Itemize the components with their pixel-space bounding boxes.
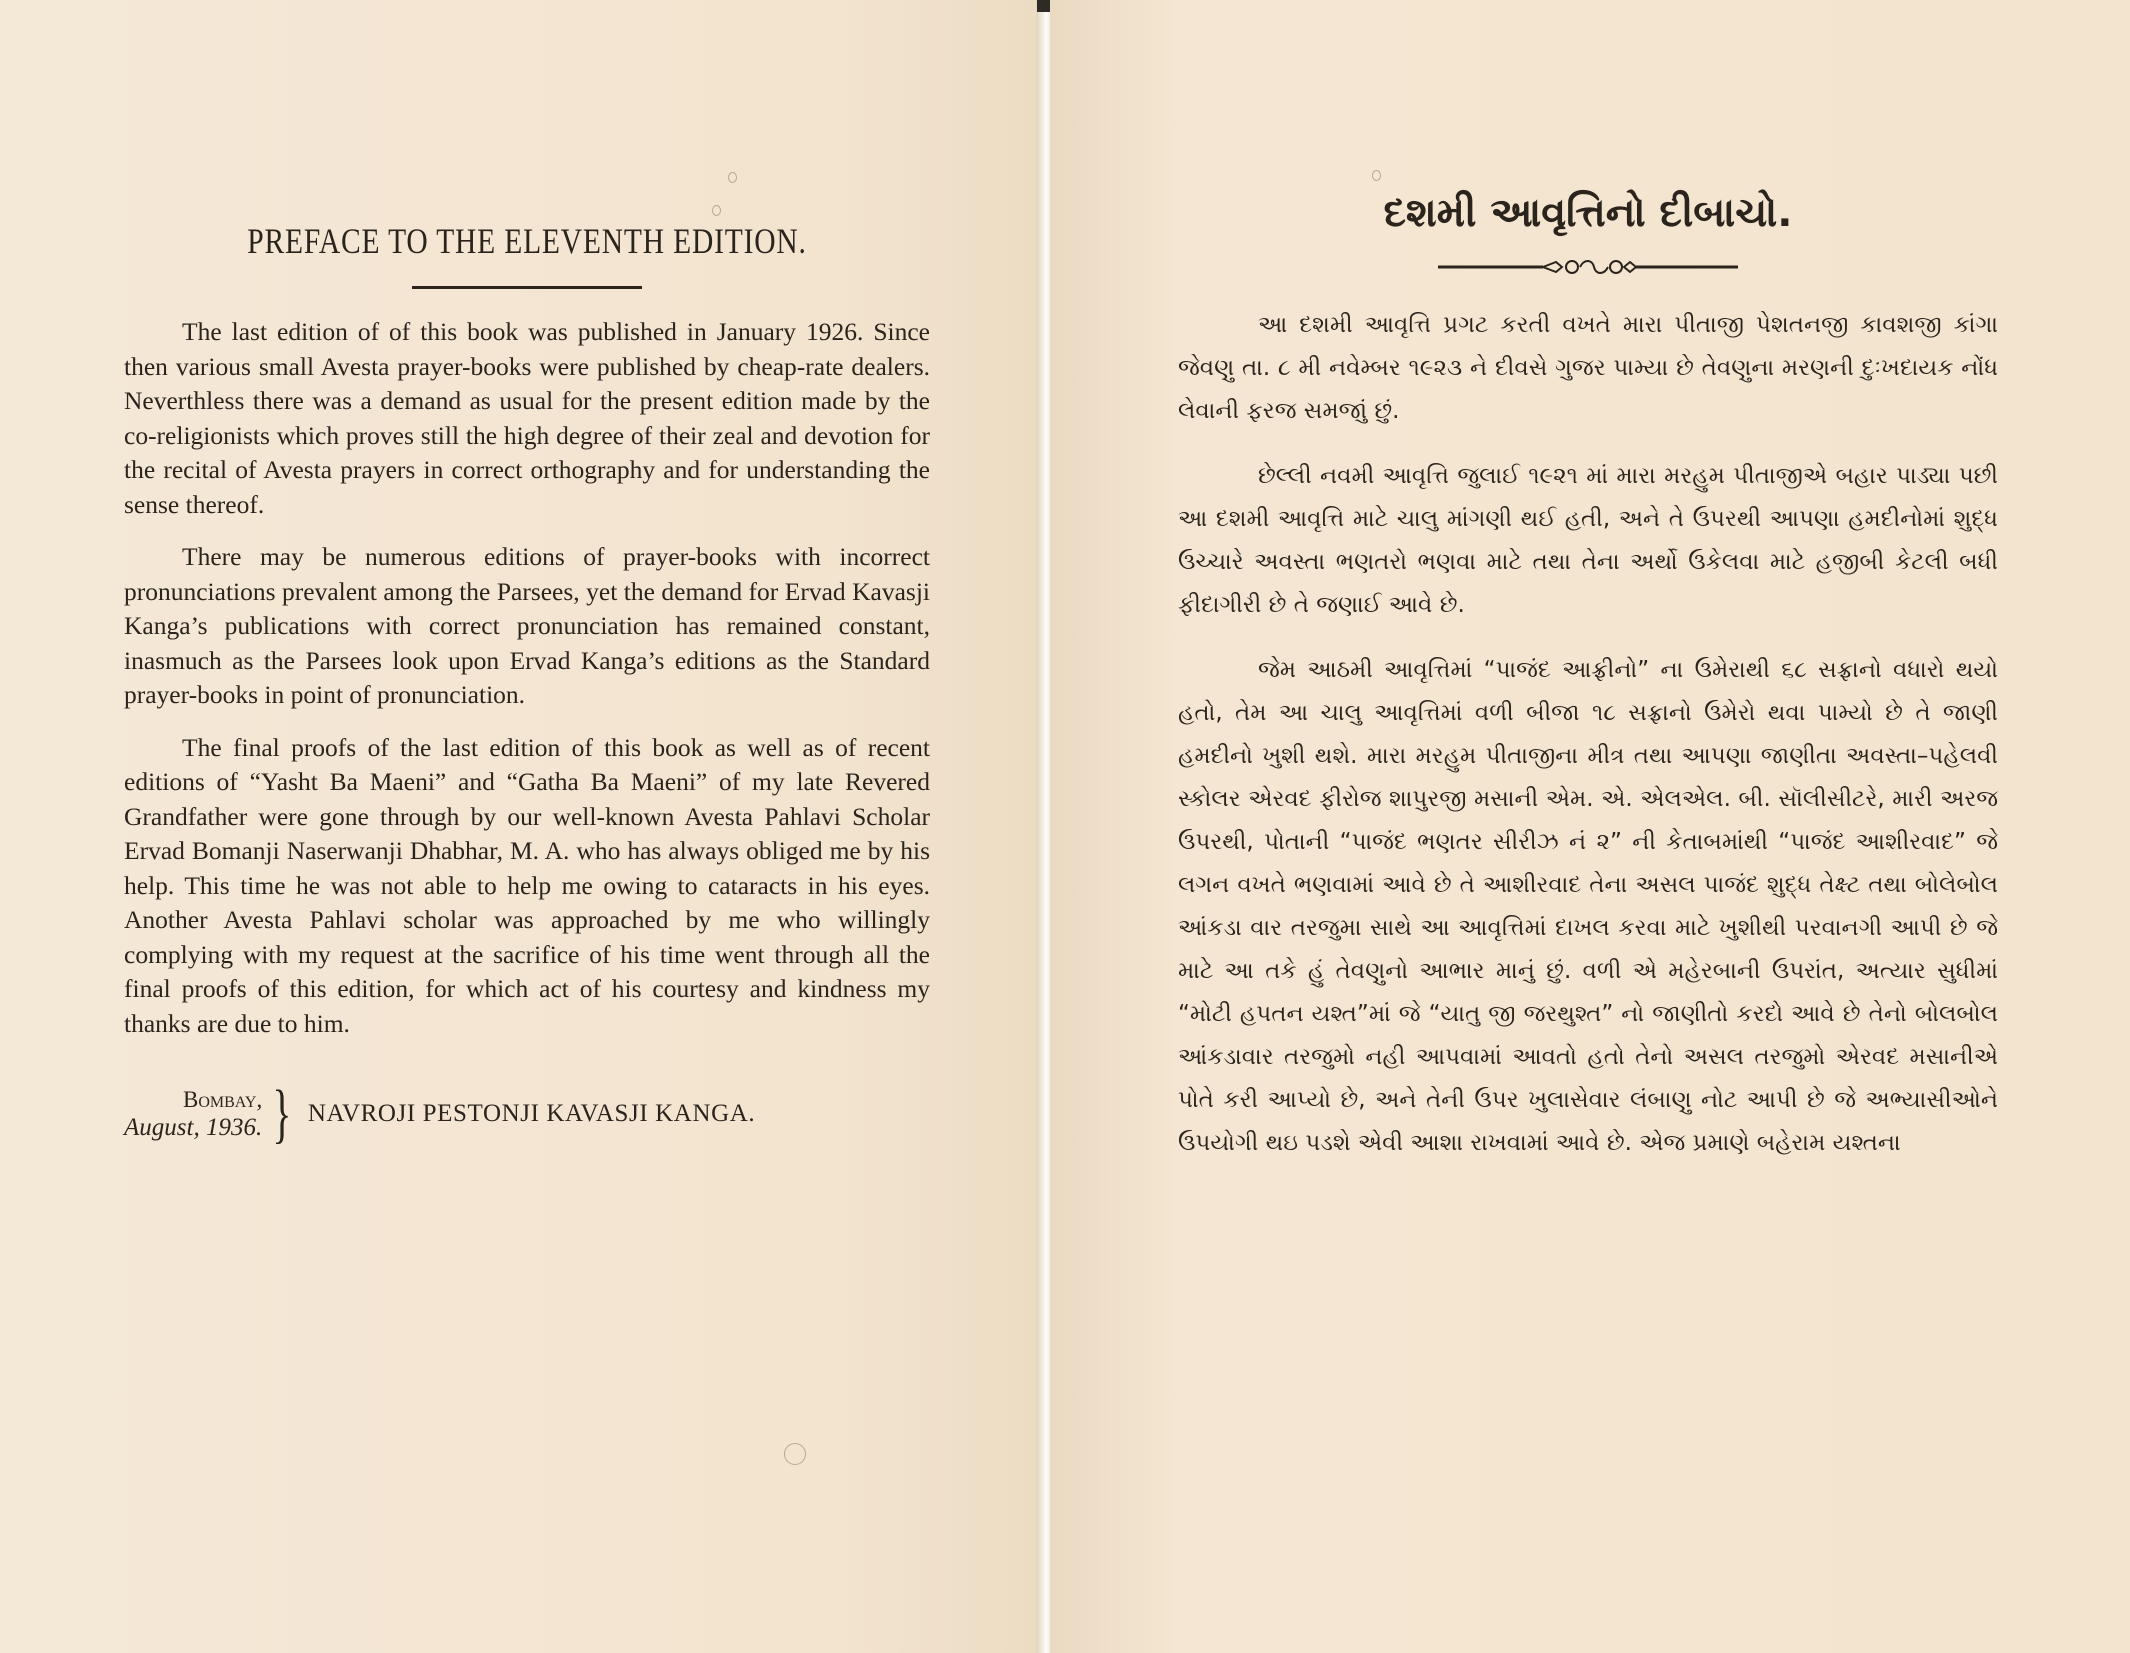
signature-date: August, 1936. [124,1114,263,1141]
signature-name: NAVROJI PESTONJI KAVASJI KANGA. [307,1100,756,1127]
page-title: PREFACE TO THE ELEVENTH EDITION. [247,221,807,261]
preface-paragraph-gujarati: જેમ આઠમી આવૃત્તિમાં “પાજંદ આફ્રીનો” ના ઉમેરાથી ૬૮ સફ્રાનો વધારો થયો હતો, તેમ આ ચાલુ આવૃત્તિમાં વળી બીજા ૧૮ સફ્રાનો ઉમેરો થવા પામ્યો છે તે જાણી હમદીનો ખુશી થશે. મારા મરહુમ પીતાજીના મીત્ર તથા આપણા જાણીતા અવસ્તા–પહેલવી સ્કોલર એરવદ ફીરોજ શાપુરજી મસાની એમ. એ. એલએલ. બી. સૉલીસીટરે, મારી અરજ ઉપરથી, પોતાની “પાજંદ ભણતર સીરીઝ નં ૨” ની કેતાબમાંથી “પાજંદ આશીરવાદ” જે લગન વખતે ભણવામાં આવે છે તે આશીરવાદ તેના અસલ પાજંદ શુદ્ધ તેક્ષ્ટ તથા બોલેબોલ આંકડા વાર તરજુમા સાથે આ આવૃત્તિમાં દાખલ કરવા માટે ખુશીથી પરવાનગી આપી છે જે માટે આ તકે હું તેવણુનો આભાર માનું છું. વળી એ મહેરબાની ઉપરાંત, અત્યાર સુધીમાં “મોટી હપતન યશ્ત”માં જે “યાતુ જી જરથુશ્ત” નો જાણીતો કરદો આવે છે તેનો બોલબોલ આંકડાવાર તરજુમો નહી આપવામાં આવતો હતો તેનો અસલ તરજુમો એરવદ મસાનીએ પોતે કરી આપ્યો છે, અને તેની ઉપર ખુલાસેવાર લંબાણુ નોટ આપી છે જે અભ્યાસીઓને ઉપયોગી થઇ પડશે એવી આશા રાખવામાં આવે છે. એજ પ્રમાણે બહેરામ યશ્તના [1178,657,1998,1156]
gujarati-preface [1178,190,1998,1187]
preface-paragraph: The final proofs of the last edition of this book as well as of recent editions of “Yasht Ba Maeni” and “Gatha Ba Maeni” of my late Revered Grandfather were gone through by our well-known Avesta Pahlavi Scholar Ervad Bomanji Naserwanji Dhabhar, M. A. who has always obliged me by his help. This time he was not able to help me owing to cataracts in his eyes. Another Avesta Pahlavi scholar was approached by me who willingly complying with my request at the sacrifice of his time went through all the final proofs of this edition, for which act of his courtesy and kindness my thanks are due to him. [124,732,930,1038]
ornament-divider-icon [1178,256,1998,278]
signature-place: Bombay, [183,1087,263,1112]
preface-paragraph-gujarati: આ દશમી આવૃત્તિ પ્રગટ કરતી વખતે મારા પીતાજી પેશતનજી કાવશજી કાંગા જેવણુ તા. ૮ મી નવેમ્બર ૧૯૨૩ ને દીવસે ગુજર પામ્યા છે તેવણુના મરણની દુઃખદાયક નોંધ લેવાની ફરજ સમજાું છું. [1178,312,1998,424]
brace-icon: } [272,1077,292,1150]
left-page [0,0,1040,1653]
page-blemish [728,172,737,183]
preface-paragraph-gujarati: છેલ્લી નવમી આવૃત્તિ જુલાઈ ૧૯૨૧ માં મારા મરહુમ પીતાજીએ બહાર પાડ્યા પછી આ દશમી આવૃત્તિ માટે ચાલુ માંગણી થઈ હતી, અને તે ઉપરથી આપણા હમદીનોમાં શુદ્ધ ઉચ્ચારે અવસ્તા ભણતરો ભણવા માટે તથા તેના અર્થો ઉકેલવા માટે હજીબી કેટલી બધી ફીદાગીરી છે તે જણાઈ આવે છે. [1178,463,1998,618]
page-blemish [1372,170,1381,181]
signature-block [124,1077,930,1150]
page-blemish [712,205,721,216]
preface-paragraph: There may be numerous editions of prayer-books with incorrect pronunciations prevalent among the Parsees, yet the demand for Ervad Kavasji Kanga’s publications with correct pronunciation has remained constant, inasmuch as the Parsees look upon Ervad Kanga’s editions as the Standard prayer-books in point of pronunciation. [124,542,930,709]
english-preface [124,220,930,1150]
signature-place-date [124,1086,262,1142]
page-blemish [784,1443,806,1465]
title-rule [412,286,642,289]
preface-paragraph: The last edition of of this book was published in January 1926. Since then various small Avesta prayer-books were published by cheap-rate dealers. Neverthless there was a demand as usual for the present edition made by the co-religionists which proves still the high degree of their zeal and devotion for the recital of Avesta prayers in correct orthography and for understanding the sense thereof. [124,317,930,519]
page-title-gujarati: દશમી આવૃત્તિનો દીબાચો. [1383,190,1793,236]
